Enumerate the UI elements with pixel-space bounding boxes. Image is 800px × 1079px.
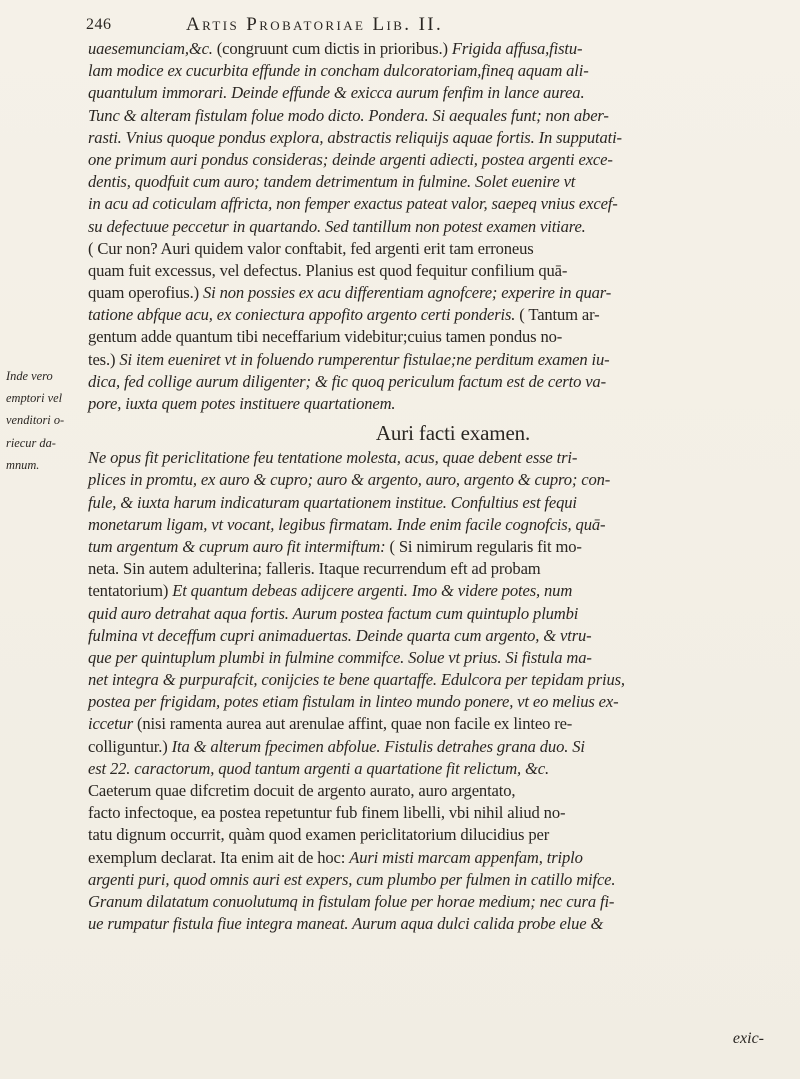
- margin-note-line: mnum.: [6, 457, 40, 472]
- text-line: [88, 558, 778, 580]
- text-segment: tatione abfque acu, ex coniectura appofito argento certi ponderis.: [88, 305, 516, 325]
- text-segment: Si non possies ex acu differentiam agnofcere; experire in quar-: [202, 283, 612, 303]
- text-line: [88, 193, 778, 215]
- text-segment: net integra & purpurafcit, conijcies te bene quartaffe. Edulcora per tepidam prius,: [88, 670, 625, 690]
- margin-note-line: venditori o-: [6, 413, 65, 428]
- text-segment: Granum dilatatum conuolutumq in fistulam folue per horae medium; nec cura fi-: [88, 891, 615, 911]
- text-line: [88, 736, 778, 758]
- text-segment: colliguntur.): [88, 736, 172, 756]
- text-line: [88, 349, 778, 371]
- margin-note-line: Inde vero: [6, 369, 53, 383]
- text-line: [88, 393, 778, 415]
- text-segment: quantulum immorari. Deinde effunde & exicca aurum fenfim in lance aurea.: [88, 83, 585, 103]
- text-segment: facto infectoque, ea postea repetuntur fub finem libelli, vbi nihil aliud no-: [88, 803, 566, 823]
- text-line: [88, 669, 778, 691]
- text-segment: (nisi ramenta aurea aut arenulae affint, quae non facile ex linteo re-: [133, 714, 573, 734]
- text-segment: Si item eueniret vt in foluendo rumperentur fistulae;ne perditum examen iu-: [119, 349, 610, 369]
- text-line: [88, 282, 778, 304]
- text-line: [88, 105, 778, 127]
- text-line: [88, 913, 778, 935]
- text-segment: ( Tantum ar-: [515, 305, 600, 325]
- text-segment: ue rumpatur fistula fiue integra maneat. Aurum aqua dulci calida probe elue &: [88, 914, 604, 934]
- text-segment: Frigida affusa,fistu-: [451, 39, 583, 58]
- text-line: [88, 625, 778, 647]
- text-segment: exemplum declarat. Ita enim ait de hoc:: [88, 847, 350, 867]
- text-segment: neta. Sin autem adulterina; falleris. Itaque recurrendum eft ad probam: [88, 559, 541, 579]
- text-line: [88, 82, 778, 104]
- text-line: [88, 238, 778, 260]
- text-segment: dentis, quodfuit cum auro; tandem detrimentum in fulmine. Solet euenire vt: [88, 172, 576, 192]
- text-line: [88, 647, 778, 669]
- text-line: [88, 60, 778, 82]
- text-line: [88, 171, 778, 193]
- text-line: [88, 802, 778, 824]
- catchword: exic-: [732, 1030, 764, 1047]
- text-segment: Et quantum debeas adijcere argenti. Imo & videre potes, num: [172, 581, 573, 601]
- text-segment: Ita & alterum fpecimen abfolue. Fistulis detrahes grana duo. Si: [171, 736, 585, 756]
- text-segment: Auri misti marcam appenfam, triplo: [349, 847, 583, 867]
- text-segment: tatu dignum occurrit, quàm quod examen periclitatorium dilucidius per: [88, 825, 550, 845]
- text-line: [88, 127, 778, 149]
- margin-note-line: emptori vel: [6, 391, 63, 406]
- text-segment: est 22. caractorum, quod tantum argenti a quartatione fit relictum, &c.: [88, 758, 549, 778]
- text-segment: Ne opus fit periclitatione feu tentatione molesta, acus, quae debent esse tri-: [88, 448, 578, 468]
- text-segment: in acu ad coticulam affricta, non femper exactus pateat valor, saepeq vnius excef-: [88, 194, 618, 214]
- text-segment: uaesemunciam,&c.: [88, 39, 213, 58]
- text-segment: fule, & iuxta harum indicaturam quartationem instituе. Confultius est fequi: [88, 492, 577, 512]
- text-line: [88, 603, 778, 625]
- text-segment: tentatorium): [88, 581, 173, 601]
- text-segment: dica, fed collige aurum diligenter; & fic quoq periculum factum est de certo va-: [88, 371, 606, 391]
- text-line: [88, 38, 778, 60]
- text-line: [88, 492, 778, 514]
- text-line: [88, 869, 778, 891]
- text-segment: quam operofius.): [88, 283, 203, 303]
- paragraph-after-heading: [88, 447, 778, 935]
- text-segment: argenti puri, quod omnis auri est expers, cum plumbo per fulmen in catillo mifce.: [88, 869, 616, 889]
- text-line: [88, 149, 778, 171]
- text-segment: lam modice ex cucurbita effunde in concham dulcoratoriam,fineq aquam ali-: [88, 61, 589, 81]
- text-line: [88, 326, 778, 348]
- text-segment: pore, iuxta quem potes instituere quartationem.: [88, 394, 396, 413]
- text-line: [88, 580, 778, 602]
- text-segment: fulmina vt deceffum cupri animaduertas. Deinde quarta cum argento, & vtru-: [88, 625, 592, 645]
- section-heading: Auri facti examen.: [375, 421, 531, 446]
- text-segment: one primum auri pondus consideras; deinde argenti adiecti, postea argenti exce-: [88, 149, 613, 169]
- margin-note-line: riecur da-: [6, 435, 56, 450]
- text-segment: tes.): [88, 349, 120, 369]
- text-segment: Caeterum quae difcretim docuit de argento aurato, auro argentato,: [88, 781, 516, 800]
- text-segment: Tunc & alteram fistulam folue modo dicto. Pondera. Si aequales funt; non aber-: [88, 105, 609, 125]
- book-title: Artis Probatoriae Lib. II.: [186, 14, 444, 35]
- text-segment: (congruunt cum dictis in prioribus.): [212, 39, 452, 58]
- text-segment: plices in promtu, ex auro & cupro; auro & argento, auro, argento & cupro; con-: [88, 470, 611, 490]
- text-segment: postea per frigidam, potes etiam fistulam in linteo mundo ponere, vt eo melius ex-: [88, 692, 619, 712]
- text-line: [88, 758, 778, 780]
- text-line: [88, 847, 778, 869]
- running-head: [86, 14, 726, 40]
- text-line: [88, 304, 778, 326]
- text-segment: que per quintuplum plumbi in fulmine commifce. Solue vt prius. Si fistula ma-: [88, 647, 592, 667]
- text-line: [88, 371, 778, 393]
- paragraph-before-heading: [88, 38, 778, 415]
- text-segment: tum argentum & cuprum auro fit intermiftum:: [88, 536, 390, 556]
- text-segment: ( Si nimirum regularis fit mo-: [389, 536, 582, 556]
- page-number: 246: [86, 16, 112, 33]
- text-line: [88, 713, 778, 735]
- text-line: [88, 260, 778, 282]
- text-segment: rasti. Vnius quoque pondus explora, abstractis reliquijs aquae fortis. In supputati-: [88, 127, 622, 147]
- text-line: [88, 469, 778, 491]
- text-segment: su defectuue peccetur in quartando. Sed tantillum non potest examen vitiare.: [88, 216, 586, 236]
- text-segment: iccetur: [88, 714, 134, 734]
- text-line: [88, 216, 778, 238]
- text-line: [88, 891, 778, 913]
- body-text: [88, 38, 778, 935]
- text-line: [88, 536, 778, 558]
- text-line: [88, 447, 778, 469]
- text-segment: ( Cur non? Auri quidem valor conftabit, fed argenti erit tam erroneus: [88, 238, 534, 258]
- text-segment: quam fuit excessus, vel defectus. Planius est quod fequitur confilium quā-: [88, 260, 568, 280]
- margin-note: [6, 365, 84, 476]
- text-line: [88, 824, 778, 846]
- text-line: [88, 691, 778, 713]
- text-segment: monetarum ligam, vt vocant, legibus firmatam. Inde enim facile cognofcis, quā-: [88, 514, 606, 534]
- text-segment: gentum adde quantum tibi neceffarium videbitur;cuius tamen pondus no-: [88, 327, 563, 347]
- text-line: [88, 514, 778, 536]
- text-line: [88, 780, 778, 802]
- text-segment: quid auro detrahat aqua fortis. Aurum postea factum cum quintuplo plumbi: [88, 603, 579, 623]
